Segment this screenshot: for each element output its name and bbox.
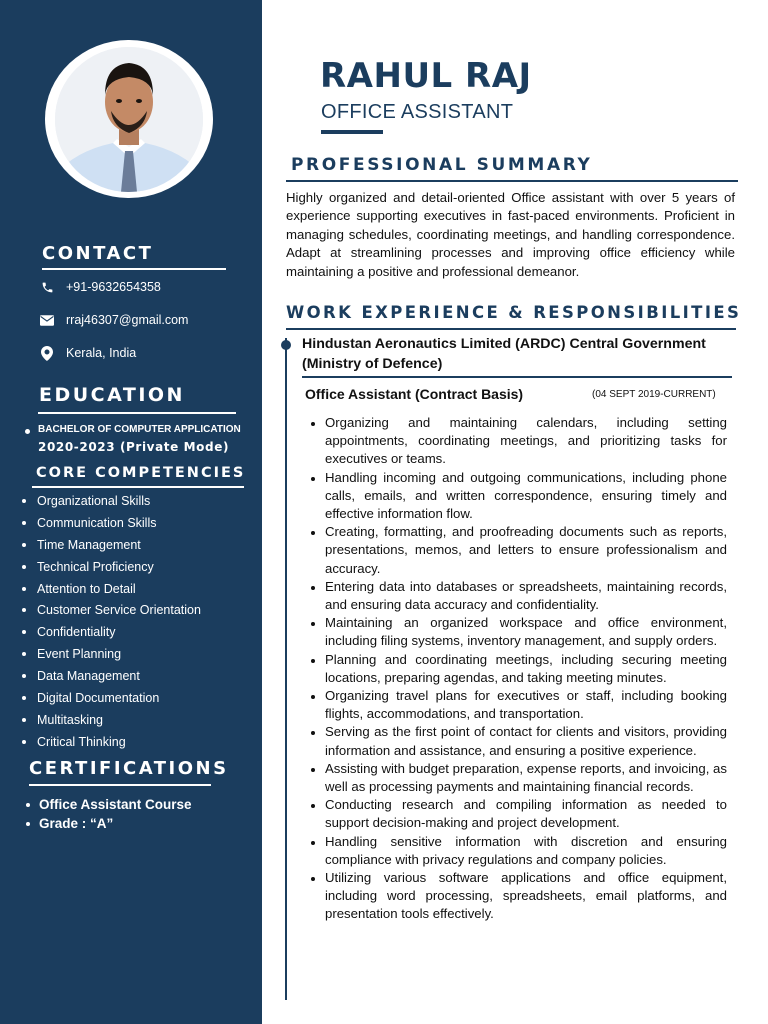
bullet-icon [22, 543, 26, 547]
list-item: Creating, formatting, and proofreading documents such as reports, presentations, memos, and letters to ensure professionalism and accuracy. [307, 523, 727, 578]
list-item: Assisting with budget preparation, expense reports, and invoicing, as well as processing payments and maintaining financial records. [307, 760, 727, 796]
certifications-heading: CERTIFICATIONS [29, 758, 229, 779]
job-dates: (04 SEPT 2019-CURRENT) [592, 389, 716, 400]
contact-heading: CONTACT [42, 243, 154, 264]
timeline-line [285, 338, 287, 1000]
education-years: 2020-2023 (Private Mode) [38, 440, 230, 454]
location-pin-icon [40, 346, 54, 360]
summary-heading: PROFESSIONAL SUMMARY [291, 155, 593, 175]
list-item: Time Management [22, 534, 201, 556]
list-item: Entering data into databases or spreadsheets, maintaining records, and ensuring data accuracy and confidentiality. [307, 578, 727, 614]
list-item: Serving as the first point of contact for clients and visitors, providing information and assistance, and ensuring a positive experience. [307, 723, 727, 759]
list-item: Multitasking [22, 709, 201, 731]
experience-heading: WORK EXPERIENCE & RESPONSIBILITIES [286, 303, 742, 322]
list-item: Office Assistant Course [26, 795, 192, 814]
summary-text: Highly organized and detail-oriented Office assistant with over 5 years of experience supporting executives in fast-paced environments. Proficient in managing schedules, coordinating meetings, and handling correspondence. Adapt at streamlining processes and improving office efficiency while maintaining a positive and professional demeanor. [286, 190, 735, 279]
timeline-dot [281, 340, 291, 350]
list-item: Maintaining an organized workspace and office environment, including filing systems, inventory management, and supply orders. [307, 614, 727, 650]
list-item: Organizational Skills [22, 490, 201, 512]
list-item: Communication Skills [22, 512, 201, 534]
list-item: Conducting research and compiling information as needed to support decision-making and project development. [307, 796, 727, 832]
email-address: rraj46307@gmail.com [66, 313, 189, 327]
bullet-icon [22, 652, 26, 656]
list-item: Event Planning [22, 643, 201, 665]
job-role: OFFICE ASSISTANT [321, 101, 514, 123]
phone-icon [40, 280, 54, 294]
sidebar [0, 0, 262, 1024]
mail-icon [40, 313, 54, 327]
bullet-icon [22, 630, 26, 634]
list-item: Confidentiality [22, 621, 201, 643]
list-item: Organizing travel plans for executives or staff, including booking flights, accommodations, and transportation. [307, 687, 727, 723]
education-degree: BACHELOR OF COMPUTER APPLICATION [25, 424, 241, 435]
summary-divider [286, 180, 738, 182]
list-item: Data Management [22, 665, 201, 687]
list-item: Utilizing various software applications and office equipment, including word processing, spreadsheets, email platforms, and presentation tools effectively. [307, 869, 727, 924]
responsibilities-list [307, 414, 727, 924]
bullet-icon [22, 565, 26, 569]
bullet-icon [26, 803, 30, 807]
list-item: Attention to Detail [22, 578, 201, 600]
bullet-icon [25, 429, 30, 434]
profile-photo [55, 47, 203, 192]
list-item: Critical Thinking [22, 731, 201, 753]
role-underline [321, 130, 383, 134]
competencies-list [22, 490, 201, 753]
phone-number: +91-9632654358 [66, 280, 161, 294]
bullet-icon [22, 521, 26, 525]
experience-divider [286, 328, 736, 330]
location-text: Kerala, India [66, 346, 137, 360]
competencies-heading: CORE COMPETENCIES [36, 465, 246, 481]
list-item: Customer Service Orientation [22, 599, 201, 621]
bullet-icon [22, 740, 26, 744]
list-item: Grade : “A” [26, 814, 192, 833]
list-item: Handling incoming and outgoing communications, including phone calls, emails, and written correspondence, ensuring timely and effective information flow. [307, 469, 727, 524]
person-avatar-icon [55, 47, 203, 192]
list-item: Planning and coordinating meetings, including securing meeting locations, preparing agendas, and taking meeting minutes. [307, 651, 727, 687]
bullet-icon [22, 718, 26, 722]
list-item: Handling sensitive information with discretion and ensuring compliance with privacy regulations and company policies. [307, 833, 727, 869]
company-name: Hindustan Aeronautics Limited (ARDC) Central Government (Ministry of Defence) [302, 336, 706, 372]
competencies-divider [32, 486, 244, 488]
bullet-icon [22, 608, 26, 612]
contact-phone [40, 280, 161, 294]
education-heading: EDUCATION [39, 384, 185, 406]
contact-location [40, 346, 136, 360]
list-item: Organizing and maintaining calendars, including setting appointments, coordinating meetings, and prioritizing tasks for executives or teams. [307, 414, 727, 469]
bullet-icon [22, 499, 26, 503]
list-item: Digital Documentation [22, 687, 201, 709]
job-divider [302, 376, 732, 378]
job-title: Office Assistant (Contract Basis) [305, 386, 524, 402]
certifications-list [26, 795, 192, 833]
certifications-divider [29, 784, 211, 786]
list-item: Technical Proficiency [22, 556, 201, 578]
bullet-icon [22, 587, 26, 591]
bullet-icon [26, 822, 30, 826]
contact-divider [42, 268, 226, 270]
page-title: RAHUL RAJ [320, 56, 532, 96]
education-divider [38, 412, 236, 414]
bullet-icon [22, 674, 26, 678]
contact-email [40, 313, 188, 327]
bullet-icon [22, 696, 26, 700]
